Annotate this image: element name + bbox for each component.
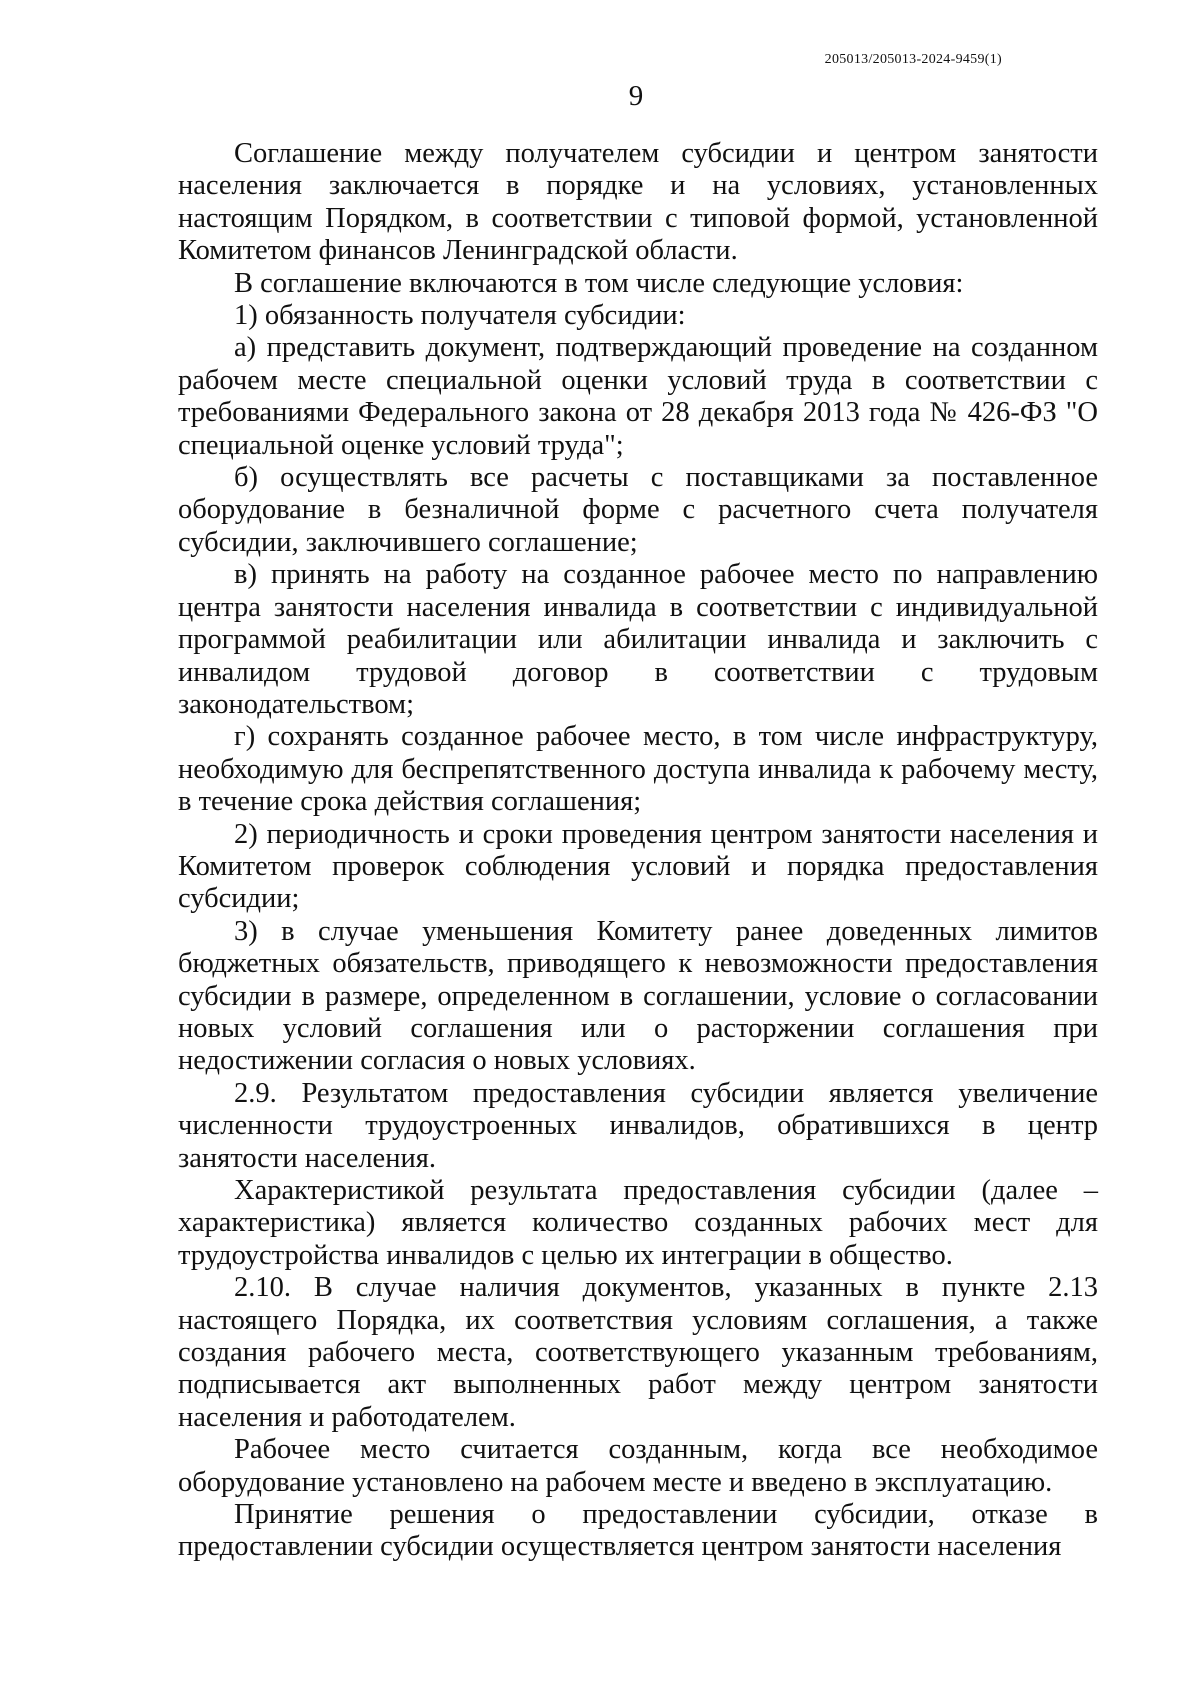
- document-body: [178, 138, 1098, 1564]
- paragraph: Соглашение между получателем субсидии и центром занятости населения заключается в порядке и на условиях, установленных настоящим Порядком, в соответствии с типовой формой, установленной Комитетом финансов Ленинградской области.: [178, 138, 1098, 267]
- document-id: 205013/205013-2024-9459(1): [824, 52, 1002, 67]
- paragraph: В соглашение включаются в том числе следующие условия:: [234, 267, 964, 299]
- paragraph: 1) обязанность получателя субсидии:: [234, 300, 686, 332]
- paragraph: 2.9. Результатом предоставления субсидии является увеличение численности трудоустроенных инвалидов, обратившихся в центр занятости населения.: [178, 1077, 1098, 1174]
- paragraph: б) осуществлять все расчеты с поставщиками за поставленное оборудование в безналичной форме с расчетного счета получателя субсидии, заключившего соглашение;: [178, 462, 1098, 558]
- paragraph: в) принять на работу на созданное рабочее место по направлению центра занятости населения инвалида в соответствии с индивидуальной программой реабилитации или абилитации инвалида и заключить с инвалидом трудовой договор в соответствии с трудовым законодательством;: [178, 559, 1098, 720]
- paragraph: Характеристикой результата предоставления субсидии (далее – характеристика) является количество созданных рабочих мест для трудоустройства инвалидов с целью их интеграции в общество.: [178, 1175, 1098, 1271]
- paragraph: Рабочее место считается созданным, когда все необходимое оборудование установлено на рабочем месте и введено в эксплуатацию.: [178, 1434, 1098, 1498]
- paragraph: 3) в случае уменьшения Комитету ранее доведенных лимитов бюджетных обязательств, приводящего к невозможности предоставления субсидии в размере, определенном в соглашении, условие о согласовании новых условий соглашения или о расторжении соглашения при недостижении согласия о новых условиях.: [178, 915, 1098, 1077]
- paragraph: 2) периодичность и сроки проведения центром занятости населения и Комитетом проверок соблюдения условий и порядка предоставления субсидии;: [178, 818, 1098, 915]
- paragraph: г) сохранять созданное рабочее место, в том числе инфраструктуру, необходимую для беспрепятственного доступа инвалида к рабочему месту, в течение срока действия соглашения;: [178, 721, 1098, 818]
- page-number: 9: [628, 80, 644, 112]
- paragraph: Принятие решения о предоставлении субсидии, отказе в предоставлении субсидии осуществляется центром занятости населения: [178, 1499, 1098, 1563]
- paragraph: 2.10. В случае наличия документов, указанных в пункте 2.13 настоящего Порядка, их соответствия условиям соглашения, а также создания рабочего места, соответствующего указанным требованиям, подписывается акт выполненных работ между центром занятости населения и работодателем.: [178, 1272, 1098, 1433]
- paragraph: а) представить документ, подтверждающий проведение на созданном рабочем месте специальной оценки условий труда в соответствии с требованиями Федерального закона от 28 декабря 2013 года № 426-ФЗ "О специальной оценке условий труда";: [178, 332, 1098, 461]
